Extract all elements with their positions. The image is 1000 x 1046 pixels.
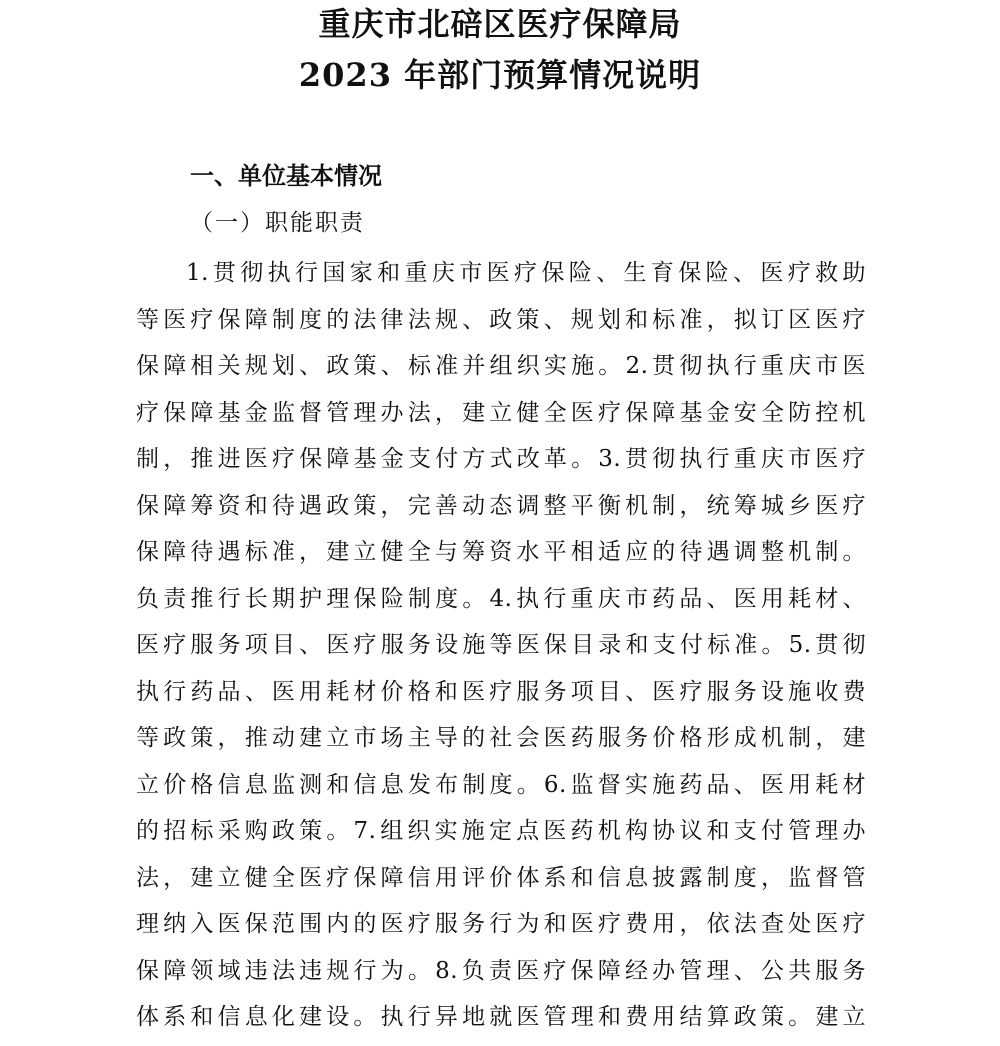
body-text xyxy=(136,255,866,1046)
body-line: 保障待遇标准，建立健全与筹资水平相适应的待遇调整机制。 xyxy=(136,539,866,565)
body-line: 执行药品、医用耗材价格和医疗服务项目、医疗服务设施收费 xyxy=(136,678,866,705)
body-line: 立价格信息监测和信息发布制度。6.监督实施药品、医用耗材 xyxy=(136,771,866,798)
body-line: 保障相关规划、政策、标准并组织实施。2.贯彻执行重庆市医 xyxy=(136,353,866,379)
body-line: 1.贯彻执行国家和重庆市医疗保险、生育保险、医疗救助 xyxy=(186,260,866,286)
body-line: 的招标采购政策。7.组织实施定点医药机构协议和支付管理办 xyxy=(136,818,866,844)
body-line: 疗保障基金监督管理办法，建立健全医疗保障基金安全防控机 xyxy=(136,399,866,426)
document-title-line-1: 重庆市北碚区医疗保障局 xyxy=(318,5,682,43)
subsection-heading: （一）职能职责 xyxy=(190,210,365,236)
body-line: 理纳入医保范围内的医疗服务行为和医疗费用，依法查处医疗 xyxy=(136,911,866,937)
body-line: 医疗服务项目、医疗服务设施等医保目录和支付标准。5.贯彻 xyxy=(136,632,866,658)
body-line: 法，建立健全医疗保障信用评价体系和信息披露制度，监督管 xyxy=(136,864,866,891)
document-title-line-2: 2023 年部门预算情况说明 xyxy=(298,56,702,94)
body-line: 保障领域违法违规行为。8.负责医疗保障经办管理、公共服务 xyxy=(136,957,866,984)
body-line: 制，推进医疗保障基金支付方式改革。3.贯彻执行重庆市医疗 xyxy=(136,446,866,472)
body-line: 等医疗保障制度的法律法规、政策、规划和标准，拟订区医疗 xyxy=(136,306,866,333)
section-heading: 一、单位基本情况 xyxy=(190,162,382,190)
body-line: 保障筹资和待遇政策，完善动态调整平衡机制，统筹城乡医疗 xyxy=(136,492,866,519)
body-line: 体系和信息化建设。执行异地就医管理和费用结算政策。建立 xyxy=(136,1004,866,1030)
body-line: 负责推行长期护理保险制度。4.执行重庆市药品、医用耗材、 xyxy=(136,585,866,612)
body-line: 等政策，推动建立市场主导的社会医药服务价格形成机制，建 xyxy=(136,725,866,751)
